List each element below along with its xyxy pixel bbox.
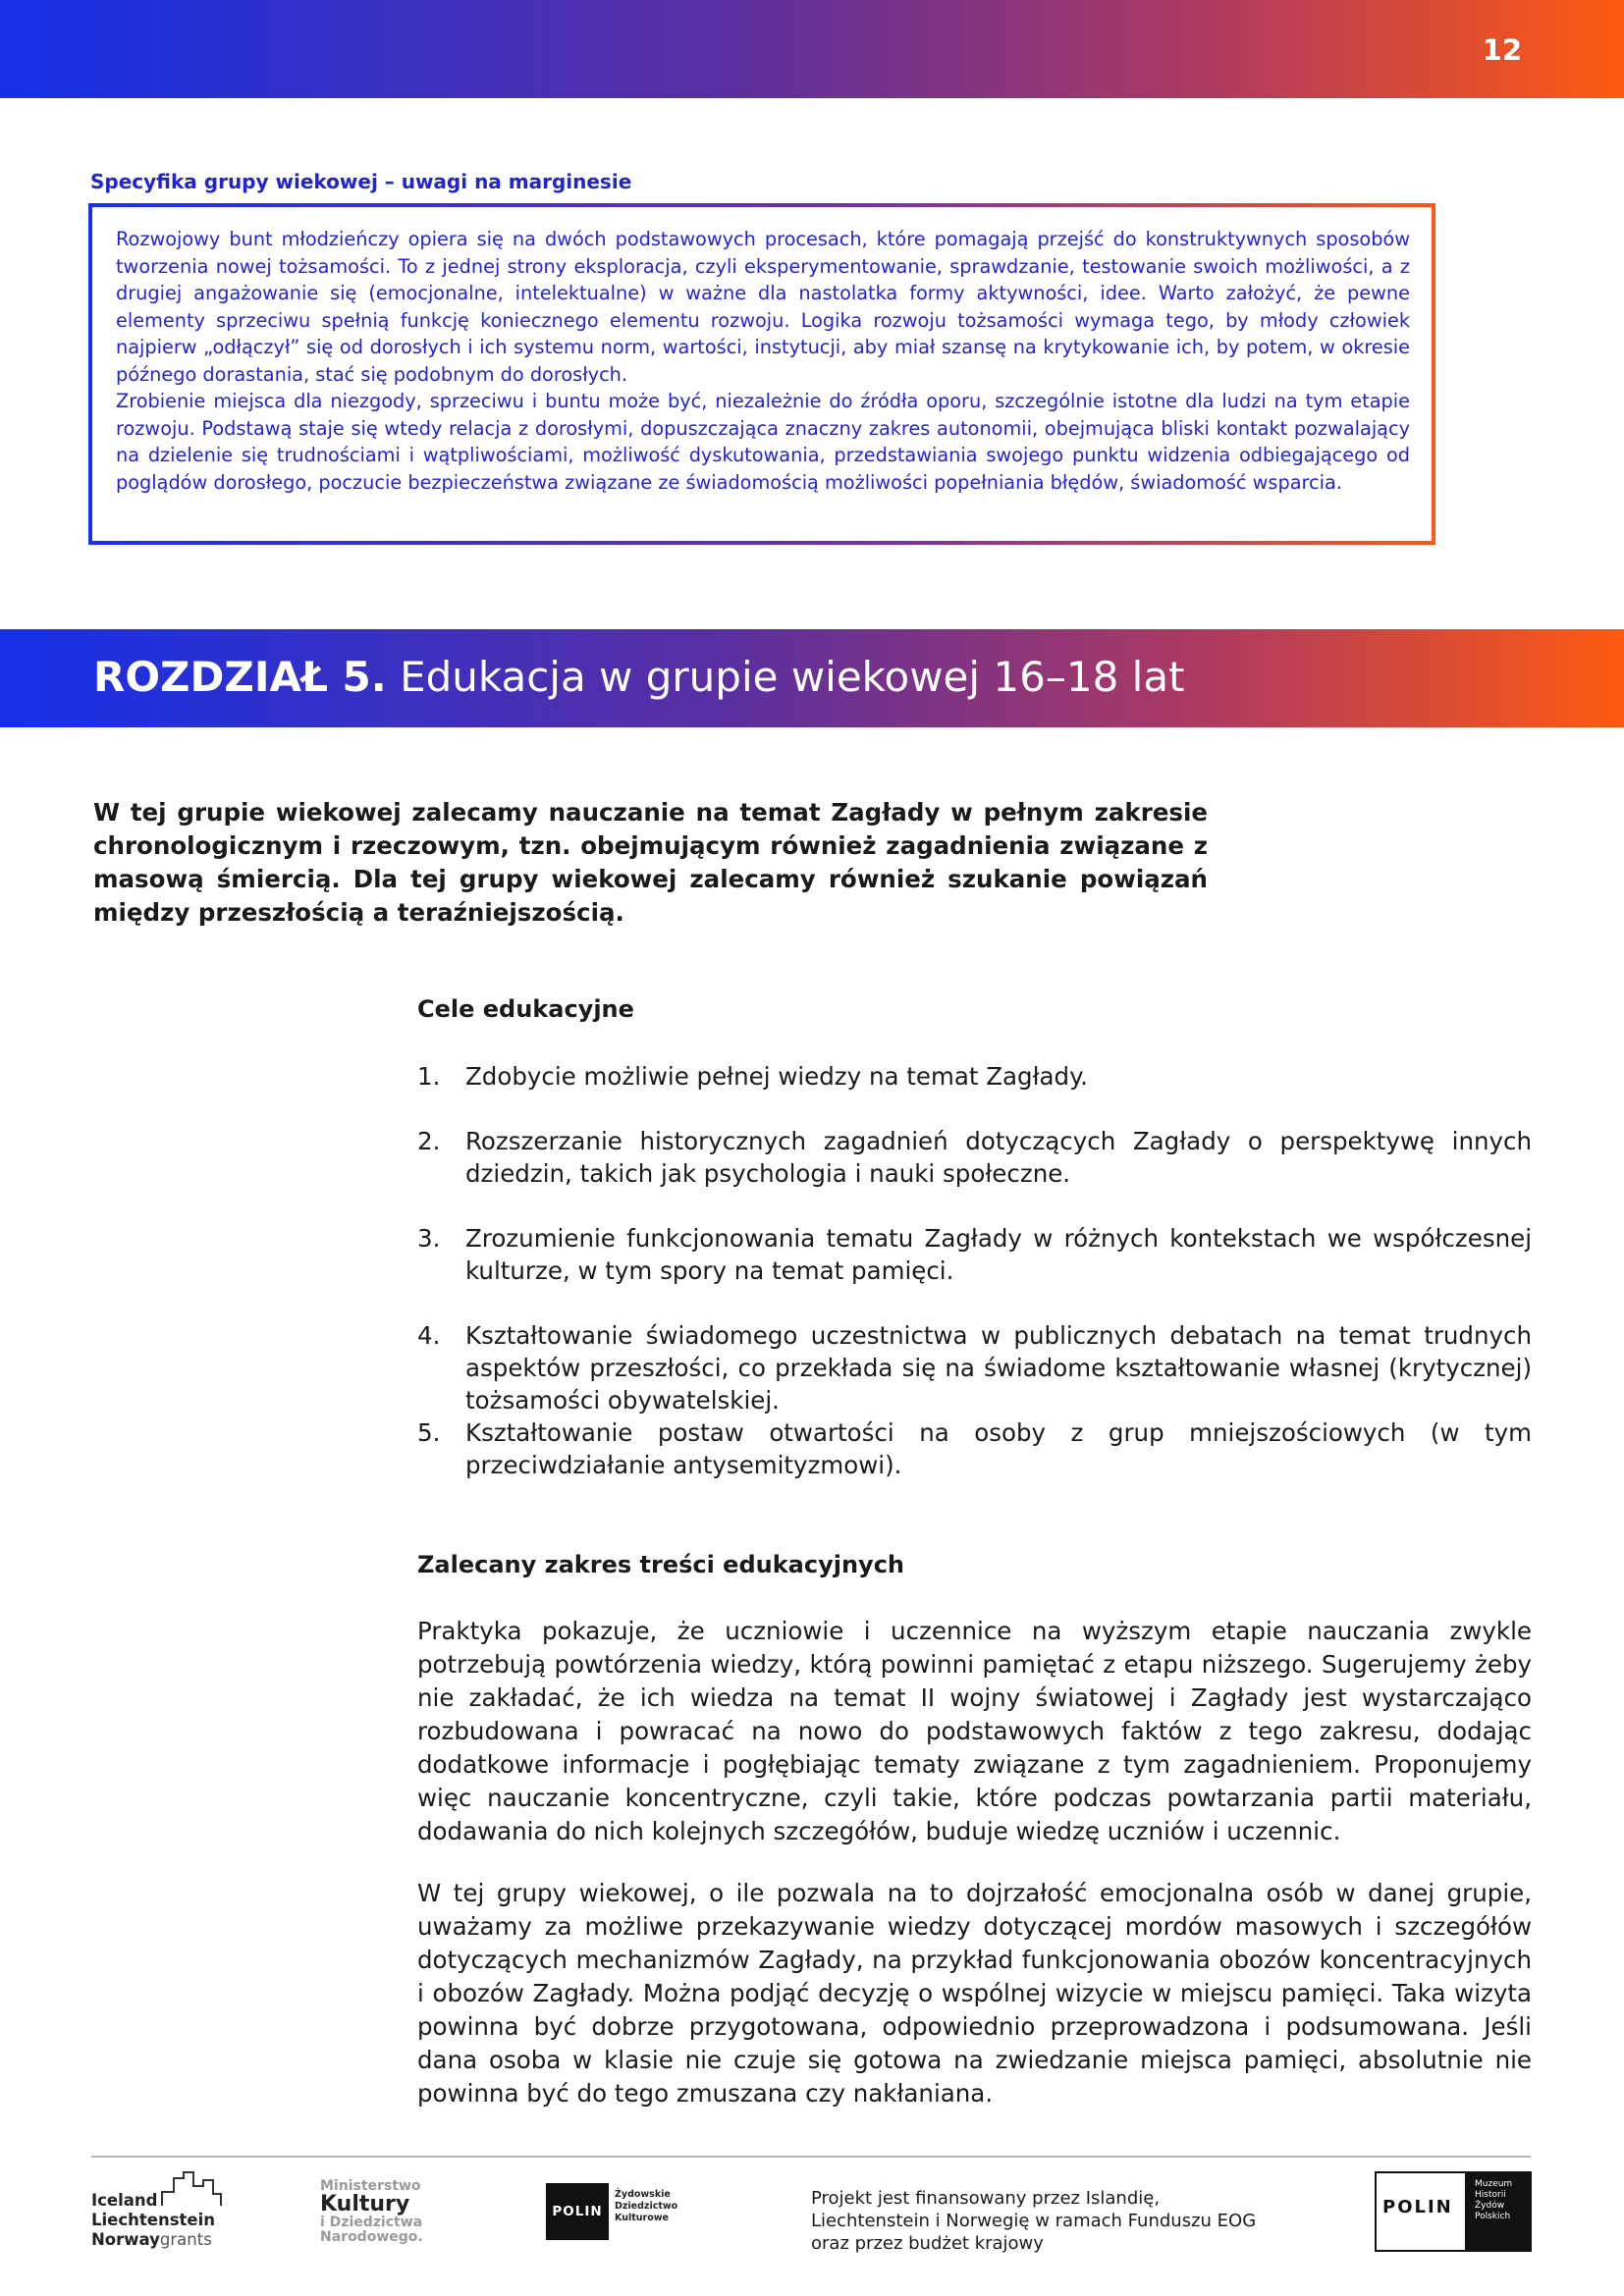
list-number: 3.	[417, 1224, 441, 1253]
body-paragraph: W tej grupy wiekowej, o ile pozwala na to dojrzałość emocjonalna osób w danej grupie, uważamy za możliwe przekazywanie wiedzy dotyczącej mordów masowych i szczegółów dotyczących mechanizmów Zagłady, na przykład funkcjonowania obozów koncentracyjnych i obozów Zagłady. Można podjąć decyzję o wspólnej wizycie w miejscu pamięci. Taka wizyta powinna być dobrze przygotowana, odpowiednio przeprowadzona i podsumowana. Jeśli dana osoba w klasie nie czuje się gotowa na zwiedzanie miejsca pamięci, absolutnie nie powinna być do tego zmuszana czy nakłaniana.	[417, 1879, 1532, 2108]
list-number: 5.	[417, 1418, 441, 1447]
note-box	[88, 203, 1435, 545]
note-paragraph: Rozwojowy bunt młodzieńczy opiera się na dwóch podstawowych procesach, które pomagają przejść do konstruktywnych sposobów tworzenia nowej tożsamości. To z jednej strony eksploracja, czyli eksperymentowanie, sprawdzanie, testowanie swoich możliwości, a z drugiej angażowanie się (emocjonalne, intelektualne) w ważne dla nastolatka formy aktywności, idee. Warto założyć, że pewne elementy sprzeciwu spełnią funkcję koniecznego elementu rozwoju. Logika rozwoju tożsamości wymaga tego, by młody człowiek najpierw „odłączył” się od dorosłych i ich systemu norm, wartości, instytucji, aby miał szansę na krytykowanie ich, by potem, w okresie późnego dorastania, stać się podobnym do dorosłych.	[116, 228, 1410, 386]
note-text	[116, 226, 1410, 496]
eea-grants-logo	[91, 2167, 229, 2256]
logo-text: Żydowskie	[615, 2189, 671, 2200]
list-text: Rozszerzanie historycznych zagadnień dotyczących Zagłady o perspektywę innych dziedzin, takich jak psychologia i nauki społeczne.	[465, 1127, 1532, 1188]
list-number: 2.	[417, 1127, 441, 1155]
logo-text: Kulturowe	[615, 2213, 669, 2223]
goals-list	[417, 1060, 1532, 1481]
logo-text: Liechtenstein	[91, 2211, 216, 2229]
logo-text: Iceland	[91, 2191, 158, 2210]
list-text: Kształtowanie świadomego uczestnictwa w publicznych debatach na temat trudnych aspektów przeszłości, co przekłada się na świadome kształtowanie własnej (krytycznej) tożsamości obywatelskiej.	[465, 1321, 1532, 1415]
list-item	[417, 1416, 1532, 1481]
intro-paragraph: W tej grupie wiekowej zalecamy nauczanie na temat Zagłady w pełnym zakresie chronologicznym i rzeczowym, tzn. obejmującym również zagadnienia związane z masową śmiercią. Dla tej grupy wiekowej zalecamy również szukanie powiązań między przeszłością a teraźniejszością.	[93, 798, 1208, 927]
list-item	[417, 1060, 1532, 1093]
note-paragraph: Zrobienie miejsca dla niezgody, sprzeciwu i buntu może być, niezależnie do źródła oporu, szczególnie istotne dla ludzi na tym etapie rozwoju. Podstawą staje się wtedy relacja z dorosłymi, dopuszczająca znaczny zakres autonomii, obejmująca bliski kontakt pozwalający na dzielenie się trudnościami i wątpliwościami, możliwość dyskutowania, przedstawiania swojego punktu widzenia odbiegającego od poglądów dorosłego, poczucie bezpieczeństwa związane ze świadomością możliwości popełniania błędów, świadomość wsparcia.	[116, 390, 1410, 494]
list-item	[417, 1125, 1532, 1190]
logo-text: Żydów	[1475, 2201, 1505, 2211]
polin-museum-logo	[1375, 2171, 1532, 2252]
chapter-title	[93, 653, 1185, 701]
logo-text: Narodowego.	[320, 2229, 423, 2245]
chapter-label: ROZDZIAŁ 5.	[93, 653, 387, 701]
scope-heading: Zalecany zakres treści edukacyjnych	[417, 1551, 905, 1578]
list-text: Kształtowanie postaw otwartości na osoby z grup mniejszościowych (w tym przeciwdziałanie antysemityzmowi).	[465, 1418, 1532, 1479]
logo-text: Polskich	[1475, 2212, 1511, 2221]
polin-heritage-logo	[546, 2183, 688, 2240]
chapter-name: Edukacja w grupie wiekowej 16–18 lat	[386, 653, 1185, 701]
logo-text: Dziedzictwo	[615, 2201, 678, 2212]
list-text: Zdobycie możliwie pełnej wiedzy na temat Zagłady.	[465, 1062, 1088, 1091]
goals-heading: Cele edukacyjne	[417, 995, 634, 1023]
logo-text: grants	[159, 2230, 212, 2249]
funding-line: Liechtenstein i Norwegię w ramach Funduszu EOG	[811, 2211, 1257, 2231]
funding-line: oraz przez budżet krajowy	[811, 2233, 1044, 2254]
logo-text: i Dziedzictwa	[320, 2215, 423, 2230]
logo-mark: POLIN	[1382, 2197, 1453, 2217]
funding-line: Projekt jest finansowany przez Islandię,	[811, 2188, 1161, 2209]
list-item	[417, 1222, 1532, 1287]
list-number: 4.	[417, 1321, 441, 1350]
list-text: Zrozumienie funkcjonowania tematu Zagłady w różnych kontekstach we współczesnej kulturze, w tym spory na temat pamięci.	[465, 1224, 1532, 1285]
eea-grants-icon	[160, 2170, 223, 2208]
logo-mark: POLIN	[546, 2183, 609, 2240]
logo-text: Historii	[1475, 2190, 1506, 2200]
note-heading: Specyfika grupy wiekowej – uwagi na marginesie	[90, 170, 632, 193]
logo-text: Kultury	[320, 2192, 410, 2216]
logo-text: Norway	[91, 2230, 160, 2249]
logo-text: Ministerstwo	[320, 2178, 421, 2194]
footer-divider	[91, 2156, 1531, 2158]
funding-note	[811, 2187, 1256, 2255]
logo-text: Muzeum	[1475, 2179, 1513, 2189]
list-number: 1.	[417, 1062, 441, 1091]
ministry-logo	[320, 2179, 458, 2245]
list-item	[417, 1319, 1532, 1416]
body-paragraph: Praktyka pokazuje, że uczniowie i uczennice na wyższym etapie nauczania zwykle potrzebują powtórzenia wiedzy, którą powinni pamiętać z etapu niższego. Sugerujemy żeby nie zakładać, że ich wiedza na temat II wojny światowej i Zagłady jest wystarczająco rozbudowana i powracać na nowo do podstawowych faktów z tego zakresu, dodając dodatkowe informacje i pogłębiając tematy związane z tym zagadnieniem. Proponujemy więc nauczanie koncentryczne, czyli takie, które podczas powtarzania partii materiału, dodawania do nich kolejnych szczegółów, buduje wiedzę uczniów i uczennic.	[417, 1617, 1532, 1845]
header-bar	[0, 0, 1624, 98]
page-number: 12	[1482, 33, 1522, 67]
